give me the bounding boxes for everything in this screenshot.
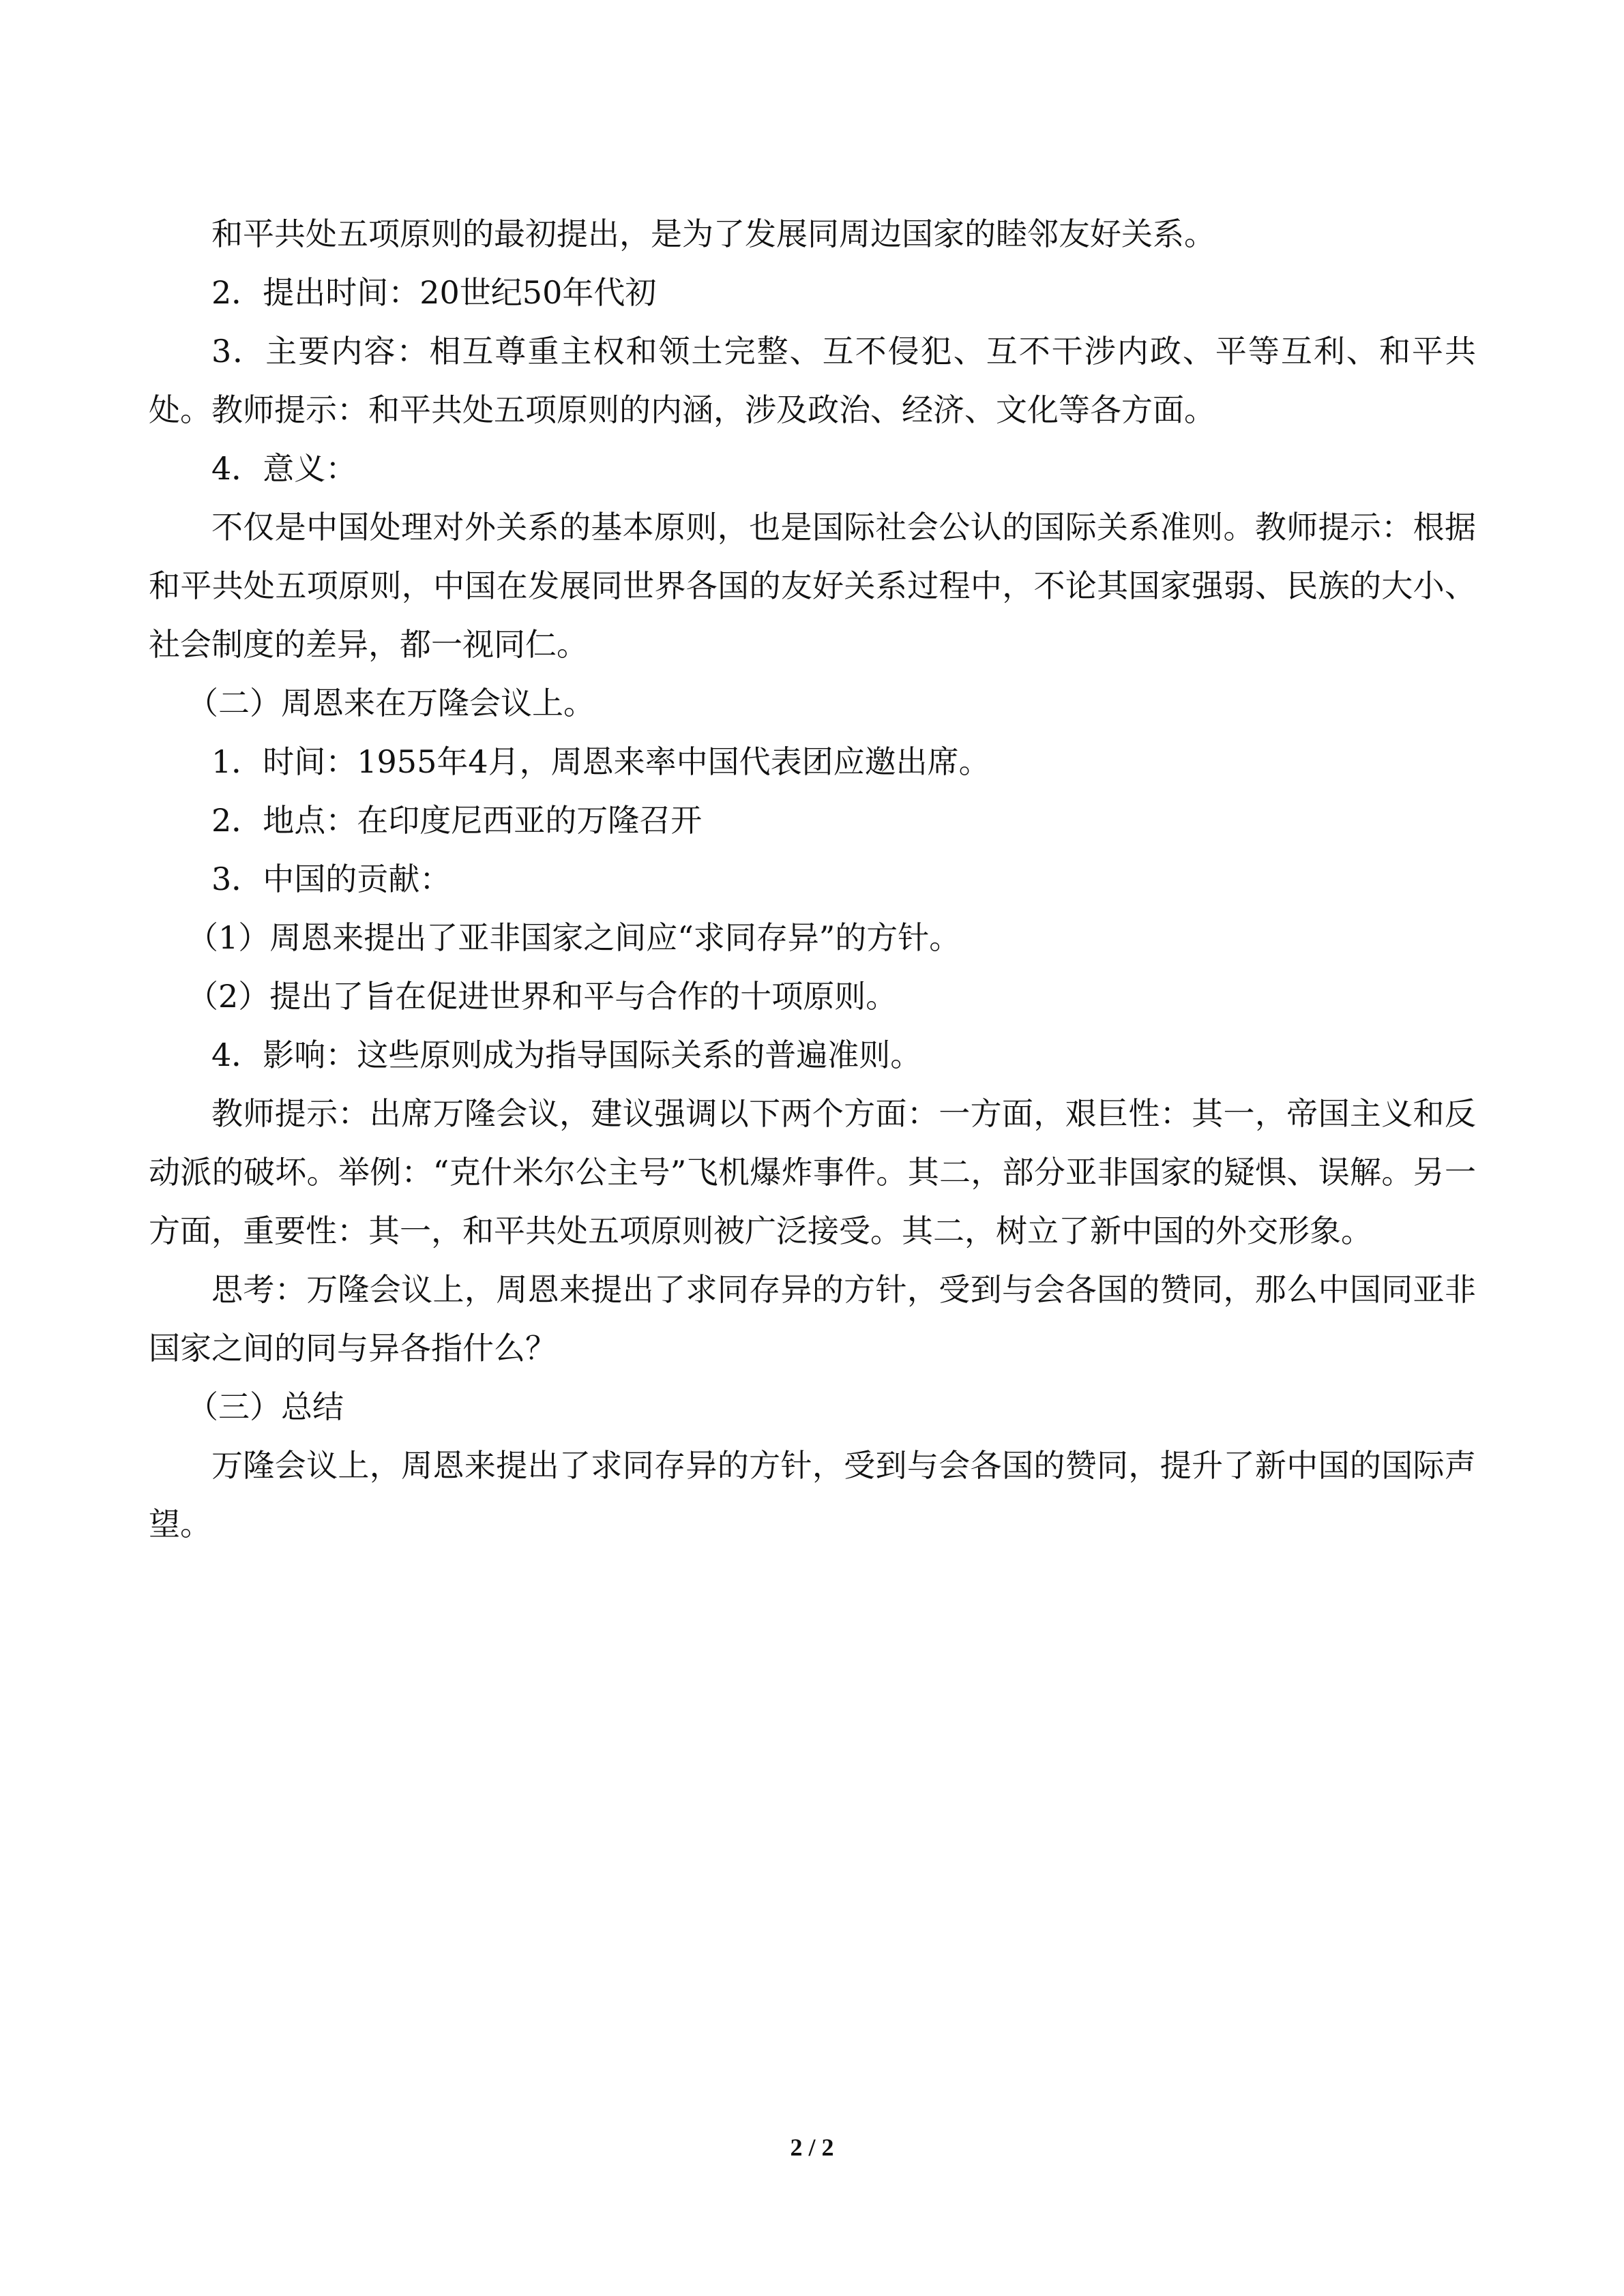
paragraph-bandung-time: 1．时间：1955年4月，周恩来率中国代表团应邀出席。 (211, 743, 990, 780)
section-heading-summary: （三）总结 (187, 1388, 344, 1425)
paragraph-thinking-question: 思考：万隆会议上，周恩来提出了求同存异的方针，受到与会各国的赞同，那么中国同亚非国家之间的同与异各指什么？ (149, 1271, 1476, 1367)
document-body (149, 205, 1476, 1553)
paragraph-time-proposed: 2．提出时间：20世纪50年代初 (211, 274, 657, 311)
paragraph-main-content: 3．主要内容：相互尊重主权和领土完整、互不侵犯、互不干涉内政、平等互利、和平共处。教师提示：和平共处五项原则的内涵，涉及政治、经济、文化等各方面。 (149, 333, 1476, 428)
paragraph-summary: 万隆会议上，周恩来提出了求同存异的方针，受到与会各国的赞同，提升了新中国的国际声望。 (149, 1447, 1476, 1542)
section-heading-bandung: （二）周恩来在万隆会议上。 (187, 685, 595, 721)
paragraph-bandung-place: 2．地点：在印度尼西亚的万隆召开 (211, 802, 703, 839)
paragraph-contribution-1: （1）周恩来提出了亚非国家之间应“求同存异”的方针。 (187, 919, 961, 956)
paragraph-contribution-2: （2）提出了旨在促进世界和平与合作的十项原则。 (187, 978, 898, 1015)
paragraph-origin: 和平共处五项原则的最初提出，是为了发展同周边国家的睦邻友好关系。 (211, 215, 1215, 252)
page-number: 2 / 2 (790, 2134, 834, 2161)
paragraph-significance: 不仅是中国处理对外关系的基本原则，也是国际社会公认的国际关系准则。教师提示：根据和平共处五项原则，中国在发展同世界各国的友好关系过程中，不论其国家强弱、民族的大小、社会制度的差异，都一视同仁。 (149, 509, 1476, 663)
paragraph-influence: 4．影响：这些原则成为指导国际关系的普遍准则。 (211, 1037, 922, 1073)
paragraph-china-contribution: 3．中国的贡献： (211, 861, 452, 897)
paragraph-significance-heading: 4．意义： (211, 450, 357, 487)
paragraph-teacher-tip: 教师提示：出席万隆会议，建议强调以下两个方面：一方面，艰巨性：其一，帝国主义和反动派的破坏。举例：“克什米尔公主号”飞机爆炸事件。其二，部分亚非国家的疑惧、误解。另一方面，重要性：其一，和平共处五项原则被广泛接受。其二，树立了新中国的外交形象。 (149, 1095, 1476, 1249)
